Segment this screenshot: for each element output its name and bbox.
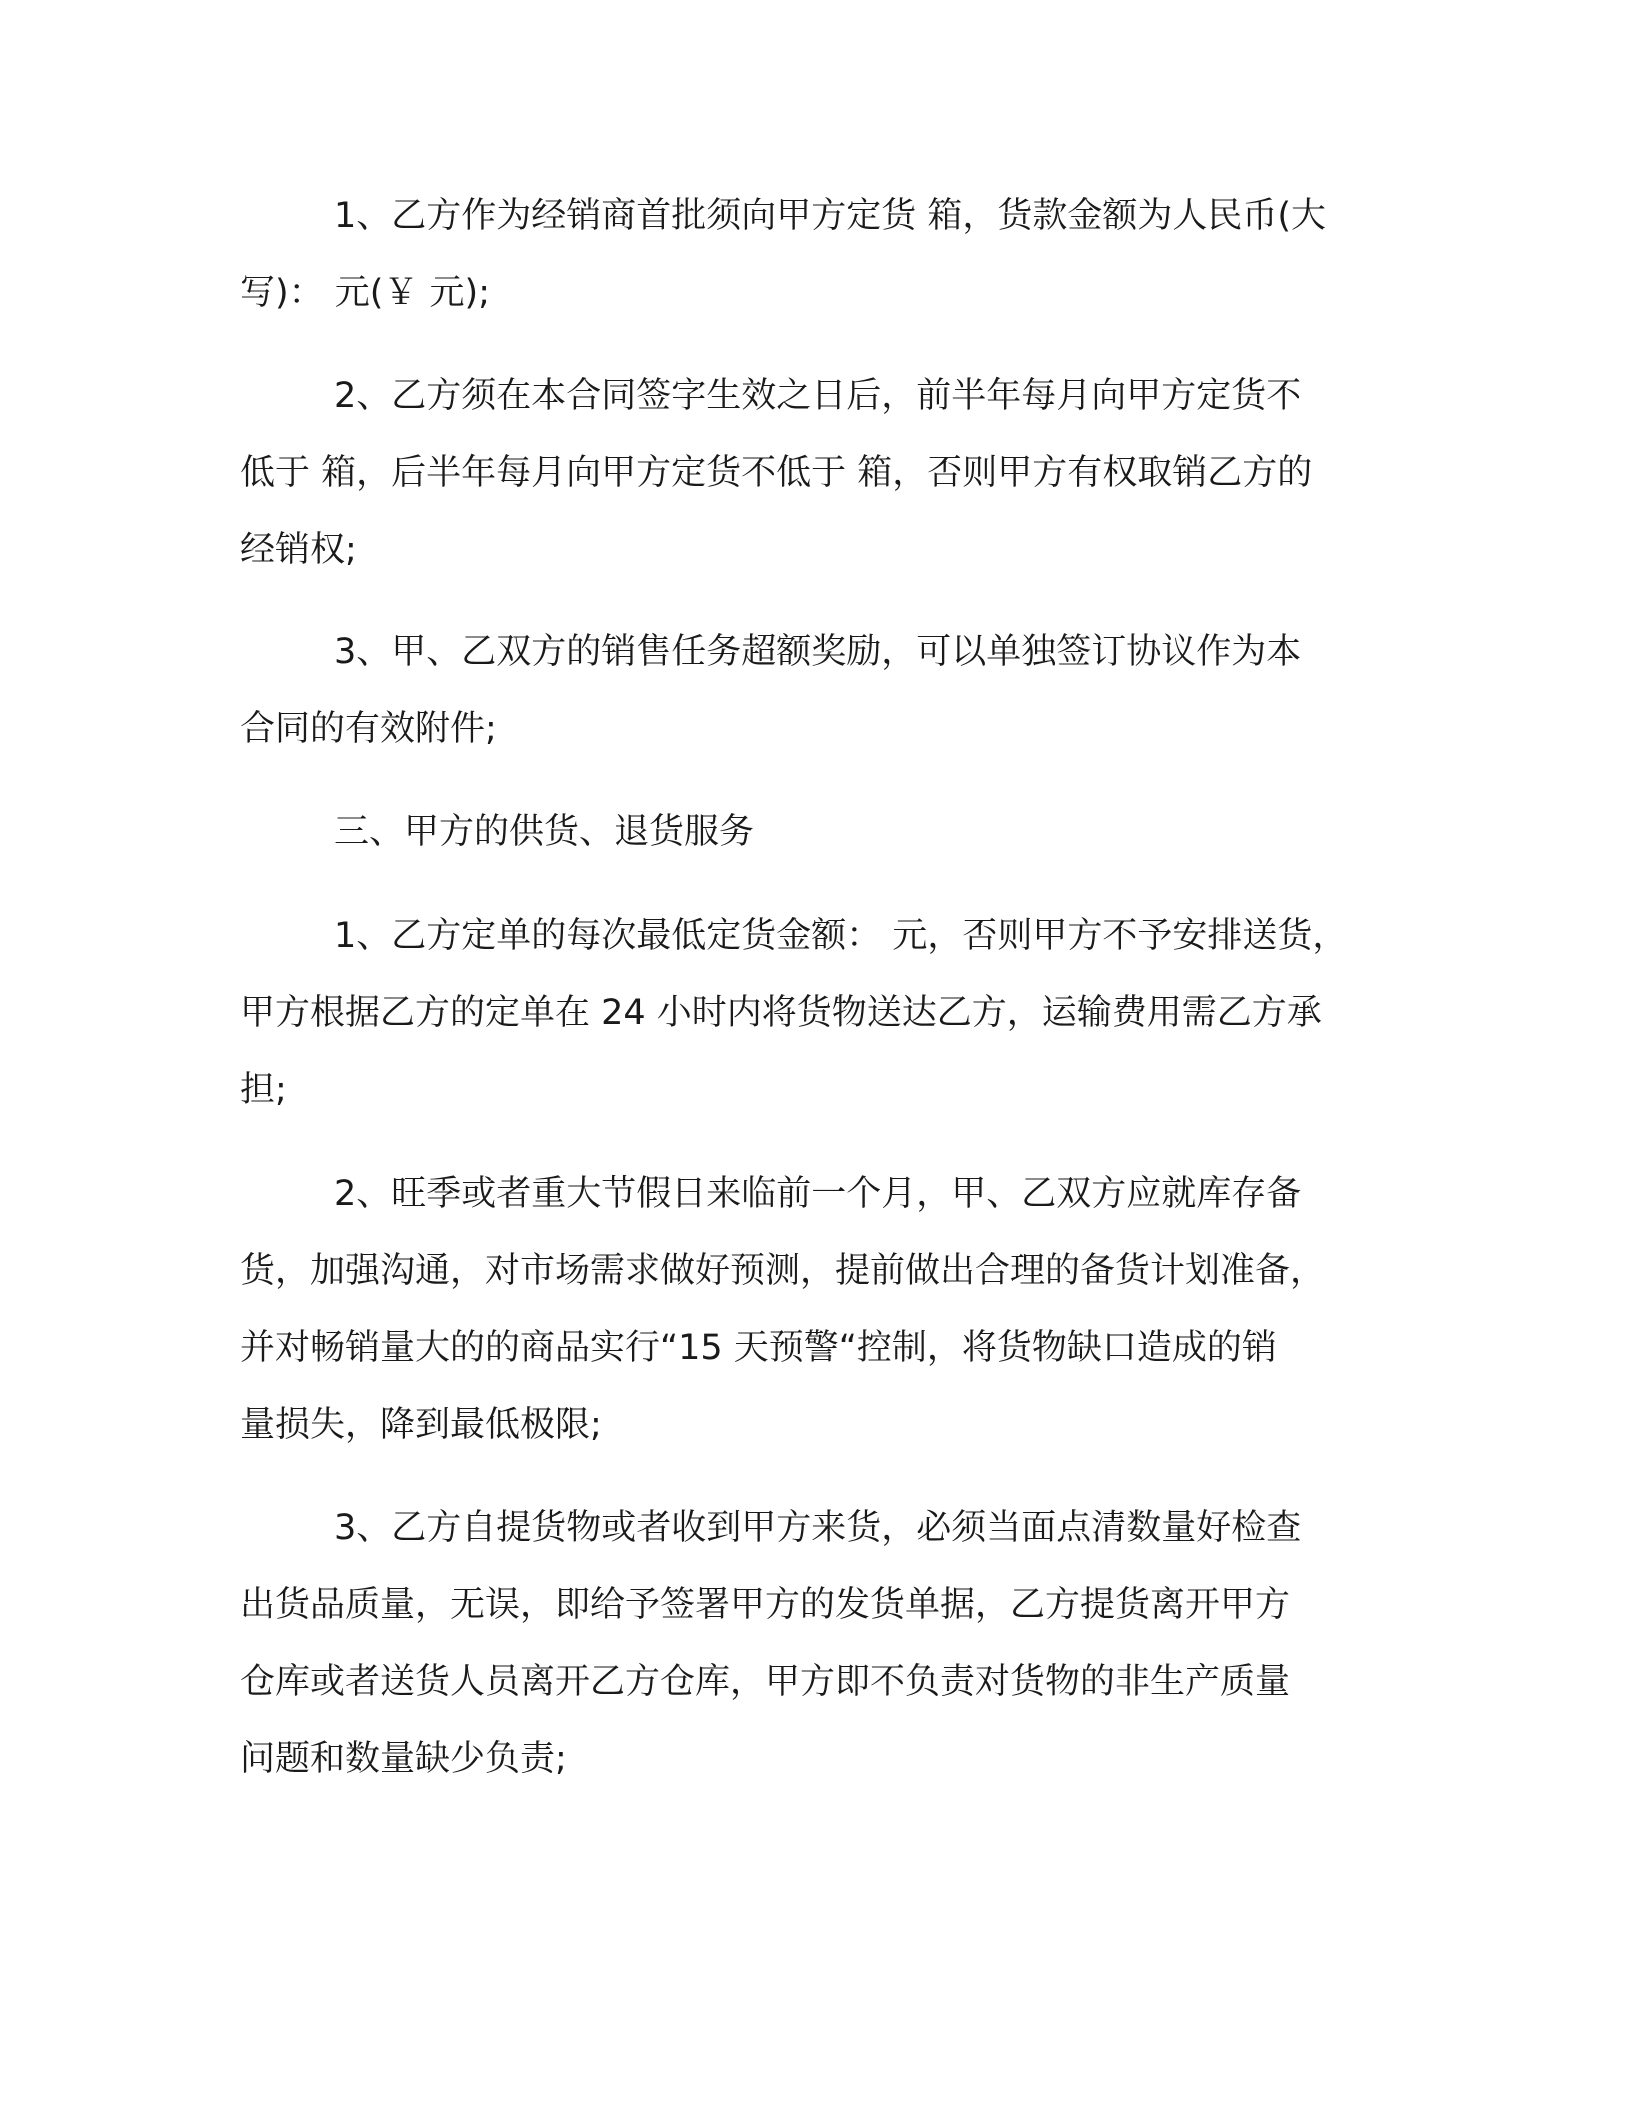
text-line: 合同的有效附件; (240, 709, 497, 749)
paragraph-sales-bonus (240, 614, 1380, 768)
text-line: 三、甲方的供货、退货服务 (334, 812, 755, 852)
section-heading-supply-return (240, 794, 1380, 871)
text-line: 2、乙方须在本合同签字生效之日后，前半年每月向甲方定货不 (334, 376, 1302, 416)
text-line: 甲方根据乙方的定单在 24 小时内将货物送达乙方，运输费用需乙方承 (240, 993, 1322, 1033)
text-line: 问题和数量缺少负责; (240, 1739, 567, 1779)
paragraph-minimum-order-amount (240, 898, 1380, 1129)
text-line: 1、乙方作为经销商首批须向甲方定货 箱，货款金额为人民币(大 (334, 196, 1327, 236)
text-line: 低于 箱，后半年每月向甲方定货不低于 箱，否则甲方有权取销乙方的 (240, 453, 1313, 493)
text-line: 3、乙方自提货物或者收到甲方来货，必须当面点清数量好检查 (334, 1508, 1302, 1548)
text-line: 3、甲、乙双方的销售任务超额奖励，可以单独签订协议作为本 (334, 632, 1302, 672)
paragraph-peak-season-stock (240, 1156, 1380, 1464)
paragraph-order-first-batch (240, 178, 1380, 332)
text-line: 担; (240, 1070, 287, 1110)
text-line: 货，加强沟通，对市场需求做好预测，提前做出合理的备货计划准备， (240, 1251, 1326, 1291)
paragraph-monthly-order-minimum (240, 358, 1380, 589)
text-line: 2、旺季或者重大节假日来临前一个月，甲、乙双方应就库存备 (334, 1174, 1302, 1214)
text-line: 量损失，降到最低极限; (240, 1405, 602, 1445)
text-line: 仓库或者送货人员离开乙方仓库，甲方即不负责对货物的非生产质量 (240, 1662, 1291, 1702)
text-line: 写)： 元(￥ 元); (240, 273, 491, 313)
text-line: 并对畅销量大的的商品实行“15 天预警“控制，将货物缺口造成的销 (240, 1328, 1277, 1368)
text-line: 经销权; (240, 530, 357, 570)
text-line: 出货品质量，无误，即给予签署甲方的发货单据，乙方提货离开甲方 (240, 1585, 1291, 1625)
text-line: 1、乙方定单的每次最低定货金额： 元，否则甲方不予安排送货， (334, 916, 1348, 956)
paragraph-goods-inspection (240, 1490, 1380, 1798)
